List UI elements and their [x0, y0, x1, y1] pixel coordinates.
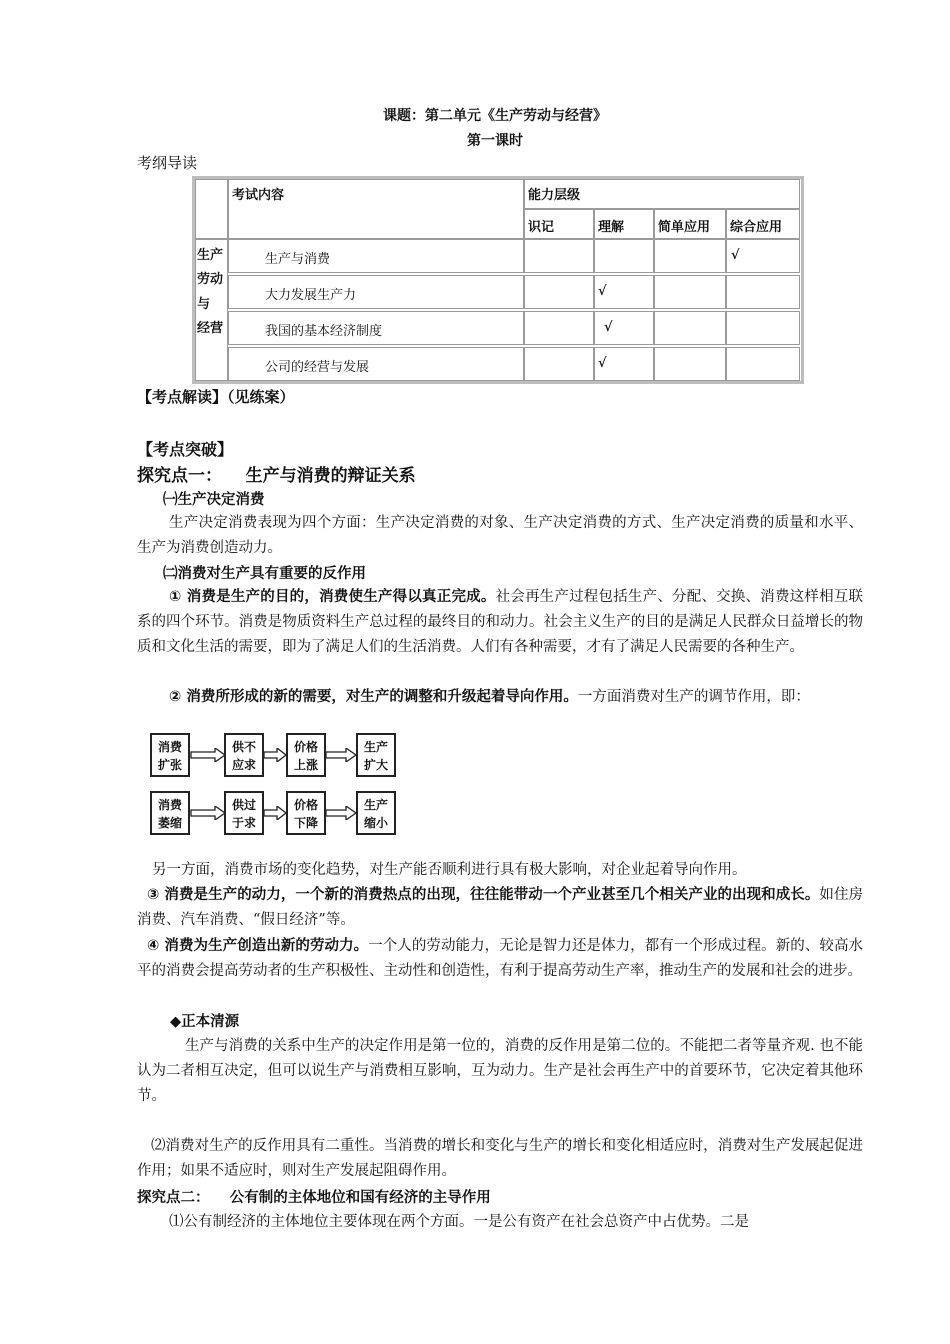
flow-box: 消费 扩张 — [150, 733, 190, 777]
item4-text: 一个人的劳动能力，无论是智力还是体力，都有一个形成过程。新的、较高水平的消费会提高劳动者的生产积极性、主动性和创造性，有利于提高劳动生产率，推动生产的发展和社会的进步。 — [137, 938, 863, 979]
item2-paragraph — [137, 685, 863, 710]
point1-heading: 探究点一： 生产与消费的辩证关系 — [137, 466, 416, 486]
level-cell — [594, 209, 654, 239]
unit-label-line: 经营 — [197, 321, 224, 336]
arrow-right-icon — [326, 806, 356, 820]
check-cell — [594, 347, 654, 381]
item3-text: 如住房消费、汽车消费、“假日经济”等。 — [137, 887, 863, 928]
item1-bold: ① 消费是生产的目的，消费使生产得以真正完成。 — [169, 589, 496, 605]
sub2-heading: ㈡消费对生产具有重要的反作用 — [163, 566, 366, 582]
table-row — [228, 347, 524, 381]
unit-label-cell — [195, 239, 228, 381]
check-mark: √ — [598, 284, 607, 299]
section-label: 考纲导读 — [137, 154, 198, 172]
flow-box: 消费 萎缩 — [150, 791, 190, 835]
kaodian-jiedu: 【考点解读】（见练案） — [137, 388, 295, 406]
check-cell — [654, 275, 726, 309]
flow-box: 供不 应求 — [224, 733, 264, 777]
check-cell — [726, 347, 800, 381]
flow-box: 生产 扩大 — [356, 733, 396, 777]
check-cell — [524, 347, 594, 381]
check-cell — [726, 275, 800, 309]
point2-text: ⑴公有制经济的主体地位主要体现在两个方面。一是公有资产在社会总资产中占优势。二是 — [169, 1214, 749, 1230]
after-flow-text: 另一方面，消费市场的变化趋势，对生产能否顺利进行具有极大影响，对企业起着导向作用。 — [152, 862, 747, 878]
sub1-text: 生产决定消费表现为四个方面：生产决定消费的对象、生产决定消费的方式、生产决定消费的质量和水平、生产为消费创造动力。 — [137, 515, 863, 556]
check-cell — [726, 311, 800, 345]
unit-label-line: 劳动 — [197, 272, 224, 287]
table-row — [228, 275, 524, 309]
level-label: 简单应用 — [658, 220, 711, 235]
level-label: 综合应用 — [730, 220, 783, 235]
check-mark: √ — [604, 320, 613, 335]
unit-label-line: 生产 — [197, 248, 224, 263]
zhengben-text: 生产与消费的关系中生产的决定作用是第一位的，消费的反作用是第二位的。不能把二者等量齐观. 也不能认为二者相互决定，但可以说生产与消费相互影响，互为动力。生产是社会再生产中的首要环节，它决定着其他环节。 — [137, 1038, 863, 1104]
item2-text: 一方面消费对生产的调节作用，即： — [577, 689, 810, 705]
item1-paragraph — [137, 585, 863, 660]
check-cell — [654, 347, 726, 381]
row-content: 我国的基本经济制度 — [265, 324, 383, 339]
item3-bold: ③ 消费是生产的动力，一个新的消费热点的出现，往往能带动一个产业甚至几个相关产业的出现和成长。 — [147, 887, 820, 903]
level-cell — [524, 209, 594, 239]
level-header: 能力层级 — [528, 188, 581, 203]
page-subtitle: 第一课时 — [467, 133, 523, 149]
arrow-right-icon — [190, 806, 226, 820]
content-header: 考试内容 — [232, 188, 285, 203]
flow-box: 价格 上涨 — [286, 733, 326, 777]
check-cell — [594, 311, 654, 345]
zhengben-label: ◆正本清源 — [170, 1014, 240, 1030]
check-mark: √ — [598, 356, 607, 371]
table-row — [228, 239, 524, 273]
check-cell — [524, 311, 594, 345]
flow-box: 供过 于求 — [224, 791, 264, 835]
sub1-heading: ㈠生产决定消费 — [163, 492, 265, 508]
table-corner-cell — [195, 179, 228, 239]
item1-text: 社会再生产过程包括生产、分配、交换、消费这样相互联系的四个环节。消费是物质资料生产总过程的最终目的和动力。社会主义生产的目的是满足人民群众日益增长的物质和文化生活的需要，即为了满足人们的生活消费。人们有各种需要，才有了满足人民需要的各种生产。 — [137, 589, 863, 655]
dual-text: ⑵消费对生产的反作用具有二重性。当消费的增长和变化与生产的增长和变化相适应时，消费对生产发展起促进作用；如果不适应时，则对生产发展起阻碍作用。 — [137, 1138, 863, 1179]
content-header-cell — [228, 179, 524, 239]
check-cell — [524, 275, 594, 309]
row-content: 生产与消费 — [265, 252, 331, 267]
flow-box: 价格 下降 — [286, 791, 326, 835]
arrow-right-icon — [264, 748, 286, 762]
flow-diagram — [150, 733, 410, 843]
check-cell — [654, 311, 726, 345]
arrow-right-icon — [264, 806, 286, 820]
item2-bold: ② 消费所形成的新的需要，对生产的调整和升级起着导向作用。 — [169, 689, 578, 705]
level-label: 理解 — [598, 220, 625, 235]
check-cell — [594, 275, 654, 309]
level-label: 识记 — [528, 220, 555, 235]
unit-label-line: 与 — [197, 297, 211, 312]
check-cell — [726, 239, 800, 273]
item4-paragraph — [137, 934, 863, 984]
check-cell — [654, 239, 726, 273]
arrow-right-icon — [326, 748, 356, 762]
level-cell — [726, 209, 800, 239]
check-cell — [524, 239, 594, 273]
table-row — [228, 311, 524, 345]
arrow-right-icon — [190, 748, 226, 762]
check-cell — [594, 239, 654, 273]
item4-bold: ④ 消费为生产创造出新的劳动力。 — [147, 938, 369, 954]
row-content: 大力发展生产力 — [265, 288, 357, 303]
kaodian-tupo: 【考点突破】 — [137, 440, 234, 459]
point2-heading: 探究点二： 公有制的主体地位和国有经济的主导作用 — [137, 1190, 491, 1206]
level-cell — [654, 209, 726, 239]
flow-box: 生产 缩小 — [356, 791, 396, 835]
row-content: 公司的经营与发展 — [265, 360, 370, 375]
level-header-cell — [524, 179, 800, 209]
exam-table — [192, 176, 804, 384]
item3-paragraph — [137, 883, 863, 933]
check-mark: √ — [731, 248, 740, 263]
page-title: 课题：第二单元《生产劳动与经营》 — [383, 108, 607, 124]
